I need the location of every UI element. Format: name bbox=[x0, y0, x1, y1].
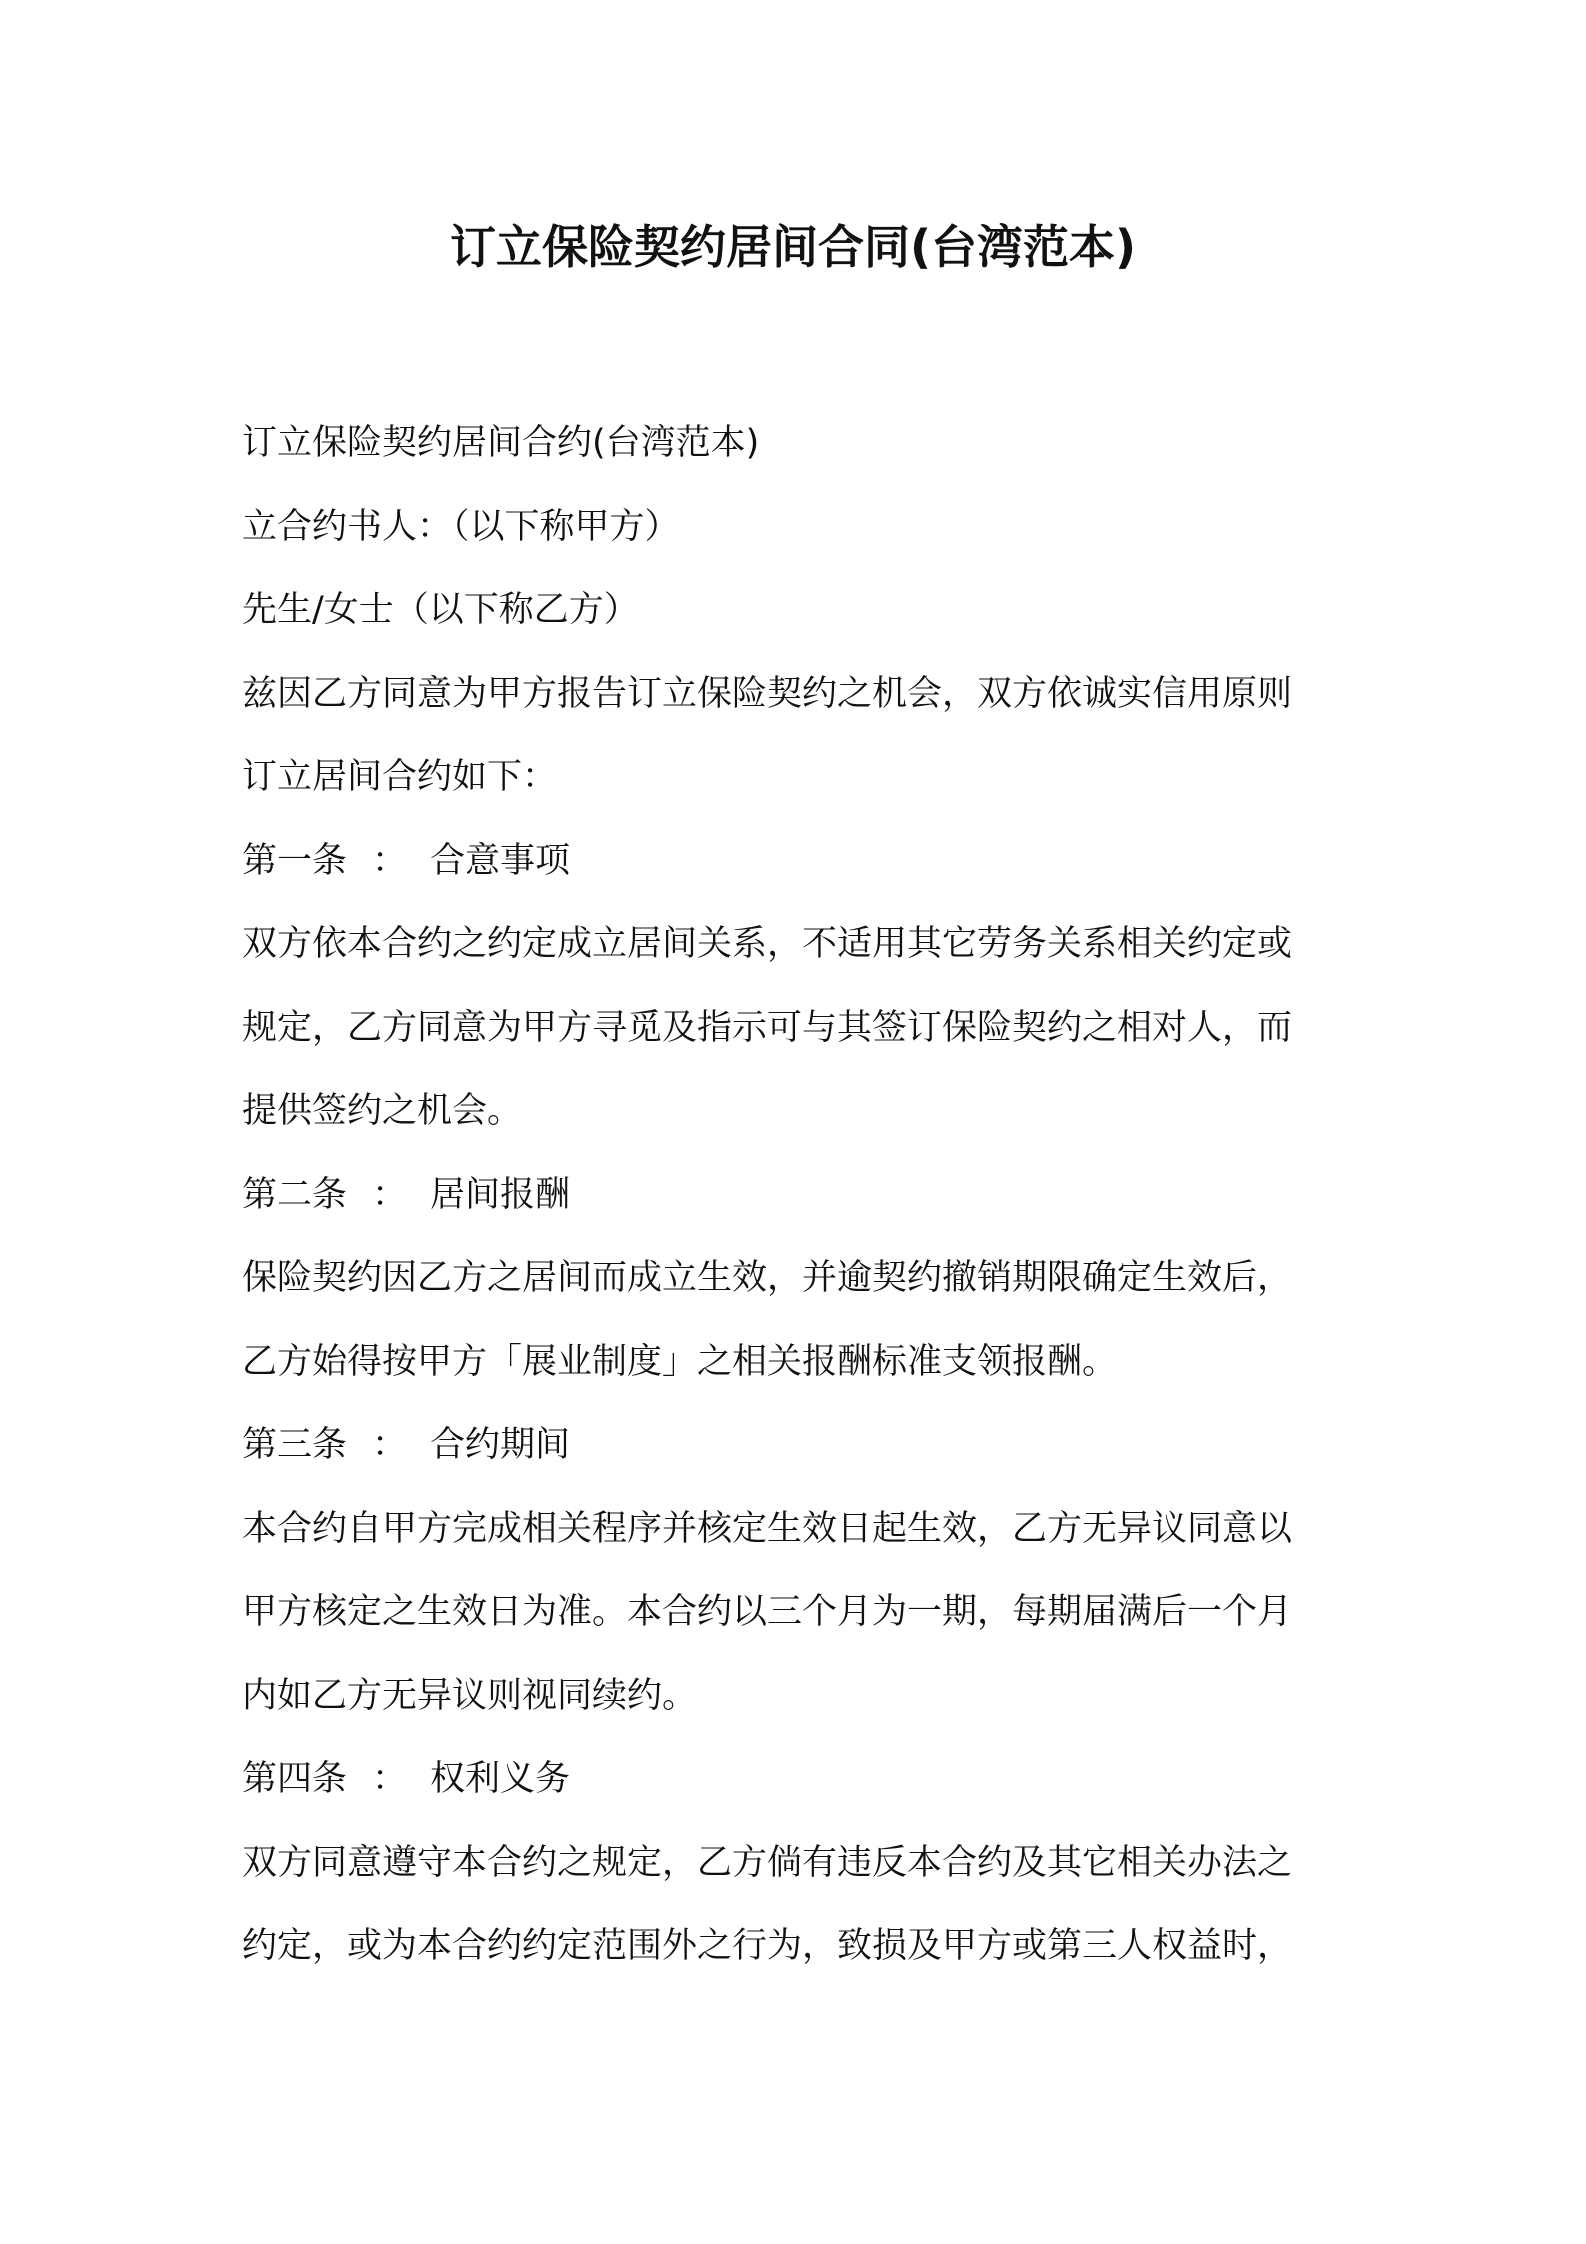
document-title: 订立保险契约居间合同(台湾范本) bbox=[449, 220, 1137, 274]
article-number: 第一条 bbox=[242, 840, 348, 881]
document-body bbox=[242, 402, 1362, 1989]
article-number: 第三条 bbox=[242, 1425, 348, 1465]
article-heading-1 bbox=[242, 820, 1362, 904]
article-title: 居间报酬 bbox=[430, 1174, 571, 1215]
article-text-line: 乙方始得按甲方「展业制度」之相关报酬标准支领报酬。 bbox=[242, 1341, 1118, 1382]
party-a-line: 立合约书人：（以下称甲方） bbox=[242, 506, 680, 547]
article-text-line: 本合约自甲方完成相关程序并核定生效日起生效，乙方无异议同意以 bbox=[242, 1508, 1293, 1549]
article-colon: ： bbox=[372, 1759, 408, 1799]
article-text-line: 甲方核定之生效日为准。本合约以三个月为一期，每期届满后一个月 bbox=[242, 1592, 1293, 1632]
preamble-line: 订立居间合约如下： bbox=[242, 757, 558, 797]
party-b-line: 先生/女士（以下称乙方） bbox=[242, 590, 639, 630]
article-heading-4 bbox=[242, 1738, 1362, 1822]
article-title: 合意事项 bbox=[430, 840, 571, 881]
article-title: 合约期间 bbox=[430, 1425, 571, 1465]
article-title: 权利义务 bbox=[430, 1759, 571, 1799]
document-subtitle: 订立保险契约居间合约(台湾范本) bbox=[242, 423, 760, 463]
article-colon: ： bbox=[372, 840, 408, 881]
article-text-line: 提供签约之机会。 bbox=[242, 1091, 523, 1131]
article-colon: ： bbox=[372, 1174, 408, 1215]
article-text-line: 约定，或为本合约约定范围外之行为，致损及甲方或第三人权益时， bbox=[242, 1926, 1293, 1966]
preamble-line: 兹因乙方同意为甲方报告订立保险契约之机会，双方依诚实信用原则 bbox=[242, 673, 1293, 714]
article-text-line: 内如乙方无异议则视同续约。 bbox=[242, 1675, 698, 1716]
article-colon: ： bbox=[372, 1425, 408, 1465]
article-number: 第四条 bbox=[242, 1759, 348, 1799]
article-heading-3 bbox=[242, 1404, 1362, 1488]
article-heading-2 bbox=[242, 1154, 1362, 1238]
article-text-line: 双方同意遵守本合约之规定，乙方倘有违反本合约及其它相关办法之 bbox=[242, 1842, 1293, 1883]
article-number: 第二条 bbox=[242, 1174, 348, 1215]
article-text-line: 保险契约因乙方之居间而成立生效，并逾契约撤销期限确定生效后， bbox=[242, 1258, 1293, 1298]
article-text-line: 规定，乙方同意为甲方寻觅及指示可与其签订保险契约之相对人，而 bbox=[242, 1007, 1293, 1048]
article-text-line: 双方依本合约之约定成立居间关系，不适用其它劳务关系相关约定或 bbox=[242, 924, 1293, 964]
